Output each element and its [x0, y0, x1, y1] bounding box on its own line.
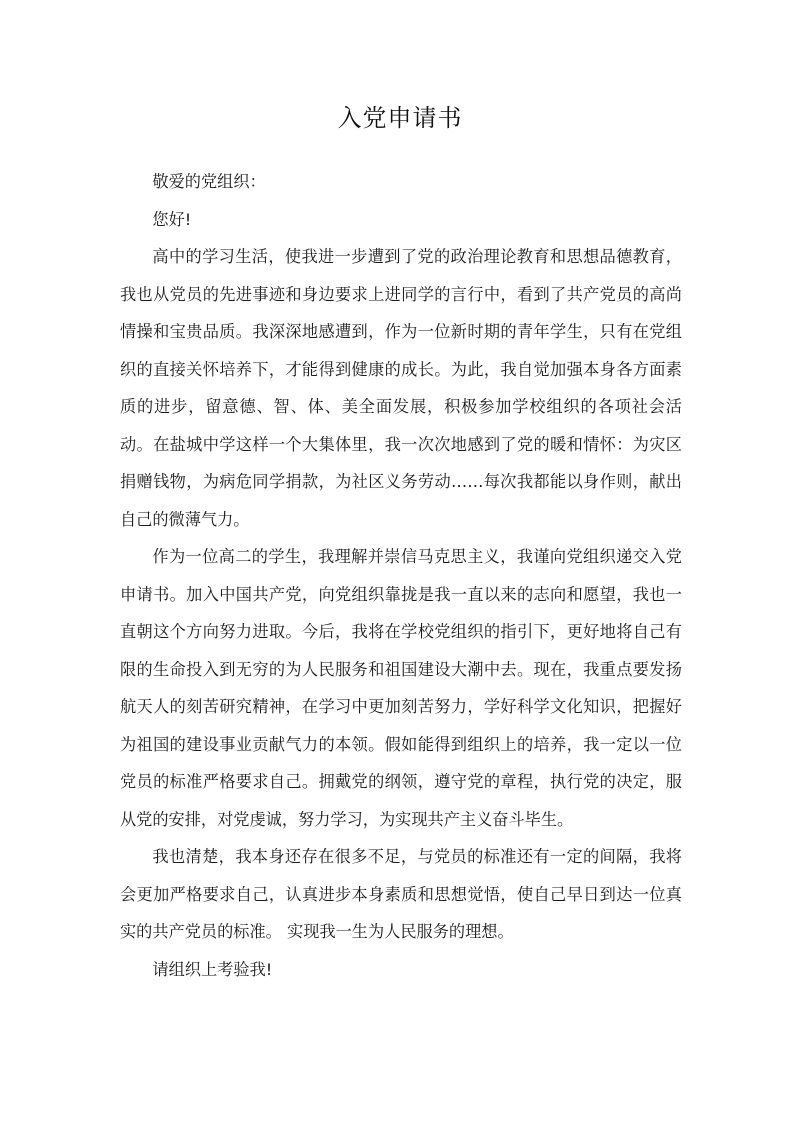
document-body: [120, 163, 682, 988]
greeting: 您好!: [152, 209, 192, 229]
paragraph-3: 我也清楚，我本身还存在很多不足，与党员的标准还有一定的间隔，我将会更加严格要求自己，认真进步本身素质和思想觉悟，使自己早日到达一位真实的共产党员的标准。 实现我一生为人民服务的理想。: [120, 847, 682, 941]
salutation: 敬爱的党组织：: [152, 172, 266, 191]
paragraph-1: 高中的学习生活，使我进一步遭到了党的政治理论教育和思想品德教育，我也从党员的先进事迹和身边要求上进同学的言行中，看到了共产党员的高尚情操和宝贵品质。我深深地感遭到，作为一位新时期的青年学生，只有在党组织的直接关怀培养下，才能得到健康的成长。为此，我自觉加强本身各方面素质的进步，留意德、智、体、美全面发展，积极参加学校组织的各项社会活动。在盐城中学这样一个大集体里，我一次次地感到了党的暖和情怀：为灾区捐赠钱物，为病危同学捐款，为社区义务劳动……每次我都能以身作则，献出自己的微薄气力。: [120, 247, 682, 529]
closing: 请组织上考验我!: [152, 959, 273, 979]
document-title: 入党申请书: [337, 104, 463, 132]
paragraph-2: 作为一位高二的学生，我理解并崇信马克思主义，我谨向党组织递交入党申请书。加入中国共产党，向党组织靠拢是我一直以来的志向和愿望，我也一直朝这个方向努力进取。今后，我将在学校党组织的指引下，更好地将自己有限的生命投入到无穷的为人民服务和祖国建设大潮中去。现在，我重点要发扬航天人的刻苦研究精神，在学习中更加刻苦努力，学好科学文化知识，把握好为祖国的建设事业贡献气力的本领。假如能得到组织上的培养，我一定以一位党员的标准严格要求自己。拥戴党的纲领，遵守党的章程，执行党的决定，服从党的安排，对党虔诚，努力学习，为实现共产主义奋斗毕生。: [120, 547, 682, 829]
